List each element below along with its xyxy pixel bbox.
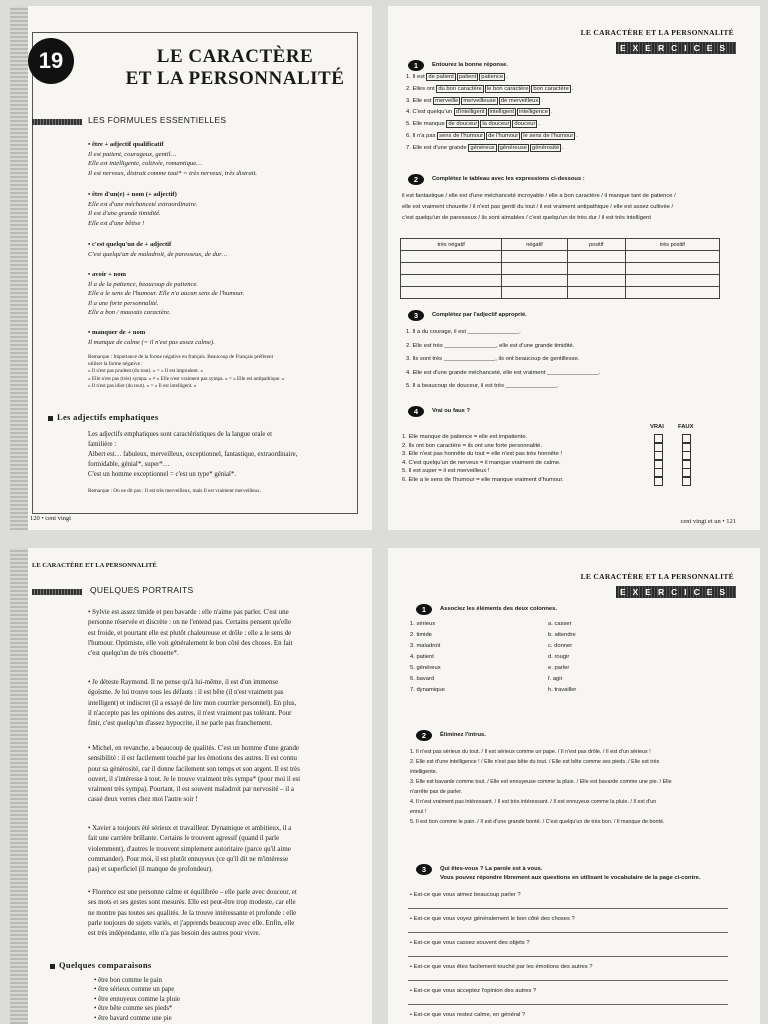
section-title-portraits: QUELQUES PORTRAITS: [90, 585, 194, 595]
exercise-3-list: 1. Il a du courage, il est ________________. 2. Elle est très ________________, elle est d'une grande timidité. 3. Ils sont très ________________, ils ont beaucoup de gentillesse. 4. Elle est d'une grande méchanceté, elle est vraiment ________________. 5. Il a beaucoup de douceur, il est très ________________.: [406, 329, 601, 389]
exercices-banner: EXERCICES: [616, 586, 736, 598]
chapter-title: [120, 46, 350, 90]
statement: 5. Il est super = il est merveilleux !: [402, 468, 490, 475]
item-prefix: Elle est: [412, 97, 432, 104]
page-121: [388, 6, 760, 530]
vrai-header: VRAI: [650, 424, 664, 430]
item-prefix: Elle est d'une grande: [412, 144, 467, 151]
exercices-banner: EXERCICES: [616, 42, 736, 54]
item-number: 3.: [406, 97, 411, 104]
item-number: 1.: [406, 74, 411, 80]
table-row: [401, 275, 720, 287]
table-cell[interactable]: [567, 287, 625, 299]
item-prefix: C'est quelqu'un: [412, 109, 453, 116]
page-spine: [10, 548, 28, 1024]
faux-header: FAUX: [678, 424, 694, 430]
exercise-number-4: 4: [408, 406, 424, 417]
table-cell[interactable]: [401, 287, 502, 299]
table-cell[interactable]: [567, 275, 625, 287]
faux-checkbox[interactable]: [682, 477, 691, 486]
answer-option[interactable]: le sens de l'humour: [523, 132, 574, 139]
table-cell[interactable]: [401, 275, 502, 287]
answer-option[interactable]: patient: [458, 74, 477, 80]
section-title-comparaisons: Quelques comparaisons: [50, 960, 152, 970]
section-bar: [32, 589, 82, 595]
answer-option[interactable]: intelligent: [489, 109, 515, 116]
chapter-title-line1: LE CARACTÈRE: [156, 46, 314, 67]
col-tres-positif: très positif: [625, 239, 719, 251]
question: • Est-ce que vous voyez généralement le bon côté des choses ?: [410, 916, 575, 922]
answer-option[interactable]: de merveilleux: [500, 97, 539, 104]
item-prefix: Elle manque: [412, 121, 445, 128]
remark-negative-form: Remarque : Importance de la forme négative en français. Beaucoup de Français préfèrent utiliser la forme négative : « Il n'est pas prudent (du tout). » = « Il est imprudent. » « Elle n'est pas (très) sympa. » ≠ « Elle n'est vraiment pas sympa. » = « Elle est antipathique. » « Il n'est pas idiot (du tout). » = « Il est intelligent. »: [88, 354, 285, 389]
exercise-3-title: Qui êtes-vous ? La parole est à vous.: [440, 866, 543, 872]
exercise-number-1: 1: [408, 60, 424, 71]
table-row: [401, 263, 720, 275]
answer-option[interactable]: bon caractère: [533, 85, 569, 92]
table-cell[interactable]: [625, 275, 719, 287]
section-title-emphatiques: Les adjectifs emphatiques: [48, 412, 158, 422]
statement: 2. Ils ont bon caractère = ils ont une forte personnalité.: [402, 442, 543, 449]
comparisons-list: • être bon comme le pain • être sérieux comme un pape • être ennuyeux comme la pluie • être bête comme ses pieds* • être bavard comme une pie: [94, 977, 180, 1022]
page-122: [10, 548, 372, 1024]
column-right: a. casser b. attendre c. donner d. rougir e. parler f. agir h. travailler: [548, 621, 577, 693]
portrait-xavier: • Xavier a toujours été sérieux et travailleur. Dynamique et ambitieux, il a fait une carrière brillante. Certains le trouvent agressif (quand il parle violemment), d'autres le trouvent simplement autoritaire (parce qu'il aime commander). Pour moi, il est plutôt ennuyeux (ce qu'il dit ne m'intéresse pas) et superficiel (il manque de profondeur).: [88, 825, 292, 874]
statement: 6. Elle a le sens de l'humour = elle manque vraiment d'humour.: [402, 476, 564, 483]
answer-option[interactable]: merveilleuse: [463, 97, 496, 104]
exercise-3-subtitle: Vous pouvez répondre librement aux questions en utilisant le vocabulaire de la page ci-contre.: [440, 875, 701, 881]
exercise-1-item: 2. Elles ont du bon caractère le bon caractère bon caractère .: [406, 85, 574, 92]
table-header-row: [401, 239, 720, 251]
item-prefix: Il n'a pas: [412, 132, 436, 139]
exercise-1-item: 7. Elle est d'une grande généreux généreuse générosité .: [406, 144, 564, 151]
table-cell[interactable]: [401, 251, 502, 263]
table-cell[interactable]: [502, 251, 567, 263]
exercise-2-expressions: il est fantastique / elle est d'une méchanceté incroyable / elle a bon caractère / il manque tant de patience / elle est vraiment chouette / il n'est pas gentil du tout / il est vraiment antipathique / elle est assez cultivée / c'est quelqu'un de paresseux / ils sont aimables / c'est quelqu'un de très dur / il est très intelligent: [402, 193, 676, 221]
running-header: LE CARACTÈRE ET LA PERSONNALITÉ: [580, 28, 734, 37]
answer-option[interactable]: merveille: [435, 97, 459, 104]
answer-line[interactable]: [408, 1004, 728, 1005]
exercise-number-2: 2: [416, 730, 432, 741]
item-prefix: Elles ont: [412, 85, 435, 92]
table-row: [401, 287, 720, 299]
table-cell[interactable]: [502, 263, 567, 275]
question: • Est-ce que vous êtes facilement touché par les émotions des autres ?: [410, 964, 593, 970]
answer-option[interactable]: intelligence: [519, 109, 549, 116]
table-cell[interactable]: [625, 251, 719, 263]
table-cell[interactable]: [625, 263, 719, 275]
answer-line[interactable]: [408, 908, 728, 909]
table-row: [401, 251, 720, 263]
answer-option[interactable]: le bon caractère: [486, 85, 529, 92]
chapter-number: 19: [28, 38, 74, 84]
portrait-michel: • Michel, en revanche, a beaucoup de qualités. C'est un homme d'une grande sensibilité : il est facilement touché par les émotions des autres. Il est connu pour sa générosité, car il donne facilement son temps et son argent. Il est très ouvert, il s'intéresse à tout. Je le trouve vraiment très sympa* (pour moi il est vraiment très sympa). Pourtant, il est souvent maladroit par nervosité – il a cassé deux verres chez moi l'autre soir !: [88, 745, 301, 804]
exercise-1-item: 5. Elle manque de douceur la douceur douceur .: [406, 121, 540, 128]
exercise-1-item: 4. C'est quelqu'un d'intelligent intelligent intelligence .: [406, 109, 553, 116]
exercise-number-2: 2: [408, 174, 424, 185]
page-footer-left: 120 • cent vingt: [30, 515, 72, 522]
table-cell[interactable]: [401, 263, 502, 275]
formula-block-5: • manquer de + nom Il manque de calme (= il n'est pas assez calme).: [88, 329, 215, 346]
question: • Est-ce que vous cassez souvent des objets ?: [410, 940, 530, 946]
remark-emphatic: Remarque : On ne dit pas : Il est très merveilleux, mais Il est vraiment merveilleux.: [88, 488, 262, 494]
answer-line[interactable]: [408, 932, 728, 933]
answer-option[interactable]: de patient: [428, 74, 454, 80]
table-cell[interactable]: [502, 275, 567, 287]
question: • Est-ce que vous acceptez l'opinion des autres ?: [410, 988, 537, 994]
page-footer-right: cent vingt et un • 121: [680, 518, 736, 525]
statement: 4. C'est quelqu'un de nerveux = il manque vraiment de calme.: [402, 459, 561, 466]
running-header: LE CARACTÈRE ET LA PERSONNALITÉ: [32, 562, 157, 569]
item-number: 6.: [406, 132, 411, 139]
exercise-1-title: Associez les éléments des deux colonnes.: [440, 606, 557, 612]
table-cell[interactable]: [502, 287, 567, 299]
exercise-4-title: Vrai ou faux ?: [432, 408, 471, 414]
statement: 3. Elle n'est pas honnête du tout = elle n'est pas très honnête !: [402, 451, 562, 458]
col-tres-negatif: très négatif: [401, 239, 502, 251]
answer-option[interactable]: d'intelligent: [455, 109, 485, 116]
page-120: [10, 6, 372, 530]
column-left: 1. sérieux 2. timide 3. maladroit 4. patient 5. généreux 6. bavard 7. dynamique: [410, 621, 445, 693]
portrait-raymond: • Je déteste Raymond. Il ne pense qu'à lui-même, il est d'un immense égoïsme. Je lui trouve tous les défauts : il est bête (il n'est vraiment pas intelligent) et indiscret (il a essayé de lire mon courrier personnel). En plus, il n'accepte pas les opinions des autres, il n'est vraiment pas tolérant. Pour finir, c'est quelqu'un d'assez hypocrite, il ne parle pas franchement.: [88, 679, 297, 728]
exercise-number-1: 1: [416, 604, 432, 615]
answer-option[interactable]: de douceur: [448, 121, 478, 128]
formula-block-4: • avoir + nom Il a de la patience, beaucoup de patience. Elle a le sens de l'humour. Elle n'a aucun sens de l'humour. Il a une forte personnalité. Elle a bon / mauvais caractère.: [88, 271, 245, 317]
answer-option[interactable]: généreuse: [499, 144, 527, 151]
answer-option[interactable]: la douceur: [482, 121, 510, 128]
item-number: 2.: [406, 85, 411, 92]
exercise-1-item: 6. Il n'a pas sens de l'humour de l'humour le sens de l'humour .: [406, 132, 578, 139]
exercise-1-item: 3. Elle est merveille merveilleuse de merveilleux .: [406, 97, 543, 104]
exercise-1-list: [406, 74, 578, 157]
question: • Est-ce que vous restez calme, en général ?: [410, 1012, 526, 1018]
answer-option[interactable]: généreux: [470, 144, 495, 151]
exercise-number-3: 3: [416, 864, 432, 875]
col-positif: positif: [567, 239, 625, 251]
exercise-number-3: 3: [408, 310, 424, 321]
table-cell[interactable]: [567, 263, 625, 275]
chapter-title-line2: ET LA PERSONNALITÉ: [125, 68, 345, 89]
item-number: 5.: [406, 121, 411, 128]
section-bar: [32, 119, 82, 125]
exercise-2-list: 1. Il n'est pas sérieux du tout. / Il est sérieux comme un pape. / Il n'est pas drôle. / Il est d'un sérieux ! 2. Elle est d'une intelligence ! / Elle n'est pas bête du tout. / Elle est bête comme ses pieds. / Elle est très intelligente. 3. Elle est bavarde comme tout. / Elle est ennuyeuse comme la pluie. / Elle est bavarde comme une pie. / Elle n'arrête pas de parler. 4. Il n'est vraiment pas intéressant. / Il est très intéressant. / Il est ennuyeux comme la pluie. / Il est d'un ennui ! 5. Il est bon comme le pain. / Il est d'une grande bonté. / C'est quelqu'un de très bon. / Il manque de bonté.: [410, 749, 672, 825]
running-header: LE CARACTÈRE ET LA PERSONNALITÉ: [580, 572, 734, 581]
col-negatif: négatif: [502, 239, 567, 251]
section-square-icon: [50, 964, 55, 969]
exercise-2-title: Éliminez l'intrus.: [440, 732, 486, 738]
table-cell[interactable]: [567, 251, 625, 263]
item-number: 7.: [406, 144, 411, 151]
item-prefix: Il est: [412, 74, 425, 80]
portrait-florence: • Florence est une personne calme et équilibrée – elle parle avec douceur, et ses mots et ses gestes sont mesurés. Elle est peut-être trop modeste, car elle ne montre pas toutes ses qualités. Je la trouve intéressante et profonde : elle parle toujours de sujets variés, et j'apprends beaucoup avec elle. Enfin, elle est très indépendante, elle n'a pas besoin des autres pour vivre.: [88, 889, 297, 938]
formula-block-2: • être d'un(e) + nom (+ adjectif) Elle est d'une méchanceté extraordinaire. Il est d'une grande timidité. Elle est d'une bêtise !: [88, 191, 198, 227]
page-spine: [10, 6, 28, 530]
formula-block-3: • c'est quelqu'un de + adjectif C'est quelqu'un de maladroit, de paresseux, de dur…: [88, 241, 228, 258]
exercise-1-title: Entourez la bonne réponse.: [432, 62, 509, 68]
answer-line[interactable]: [408, 980, 728, 981]
answer-option[interactable]: patience: [481, 74, 504, 80]
item-number: 4.: [406, 109, 411, 116]
section-square-icon: [48, 416, 53, 421]
answer-option[interactable]: générosité: [531, 144, 560, 151]
portrait-sylvie: • Sylvie est assez timide et peu bavarde : elle n'aime pas parler. C'est une personne réservée et discrète : on ne l'entend pas. Certains pensent qu'elle est froide, et pourtant elle est plutôt chaleureuse et drôle : elle a le sens de l'humour. Optimiste, elle voit généralement le bon côté des choses. En fait c'est quelqu'un de très chouette*.: [88, 609, 293, 658]
answer-option[interactable]: sens de l'humour: [439, 132, 484, 139]
page-123: [388, 548, 760, 1024]
emphatic-text: Les adjectifs emphatiques sont caractéristiques de la langue orale et familière : Albert est… fabuleux, merveilleux, exceptionnel, fantastique, extraordinaire, formidable, génial*, super*… C'est un homme exceptionnel = c'est un type* génial*.: [88, 431, 298, 478]
answer-line[interactable]: [408, 956, 728, 957]
statement: 1. Elle manque de patience = elle est impatiente.: [402, 434, 528, 440]
exercise-2-title: Complétez le tableau avec les expressions ci-dessous :: [432, 176, 585, 182]
exercise-3-title: Complétez par l'adjectif approprié.: [432, 312, 527, 318]
question: • Est-ce que vous aimez beaucoup parler ?: [410, 892, 521, 898]
section-title-formules: LES FORMULES ESSENTIELLES: [88, 115, 227, 125]
table-cell[interactable]: [625, 287, 719, 299]
vrai-checkbox[interactable]: [654, 477, 663, 486]
exercise-2-table: [400, 238, 720, 299]
answer-option[interactable]: du bon caractère: [438, 85, 482, 92]
answer-option[interactable]: douceur: [514, 121, 536, 128]
answer-option[interactable]: de l'humour: [488, 132, 519, 139]
exercise-1-item: 1. Il est de patient patient patience .: [406, 74, 508, 80]
formula-block-1: • être + adjectif qualificatif Il est patient, courageux, gentil… Elle est intelligente, cultivée, romantique… Il est nerveux, distrait comme tout* = très nerveux, très distrait.: [88, 141, 258, 177]
